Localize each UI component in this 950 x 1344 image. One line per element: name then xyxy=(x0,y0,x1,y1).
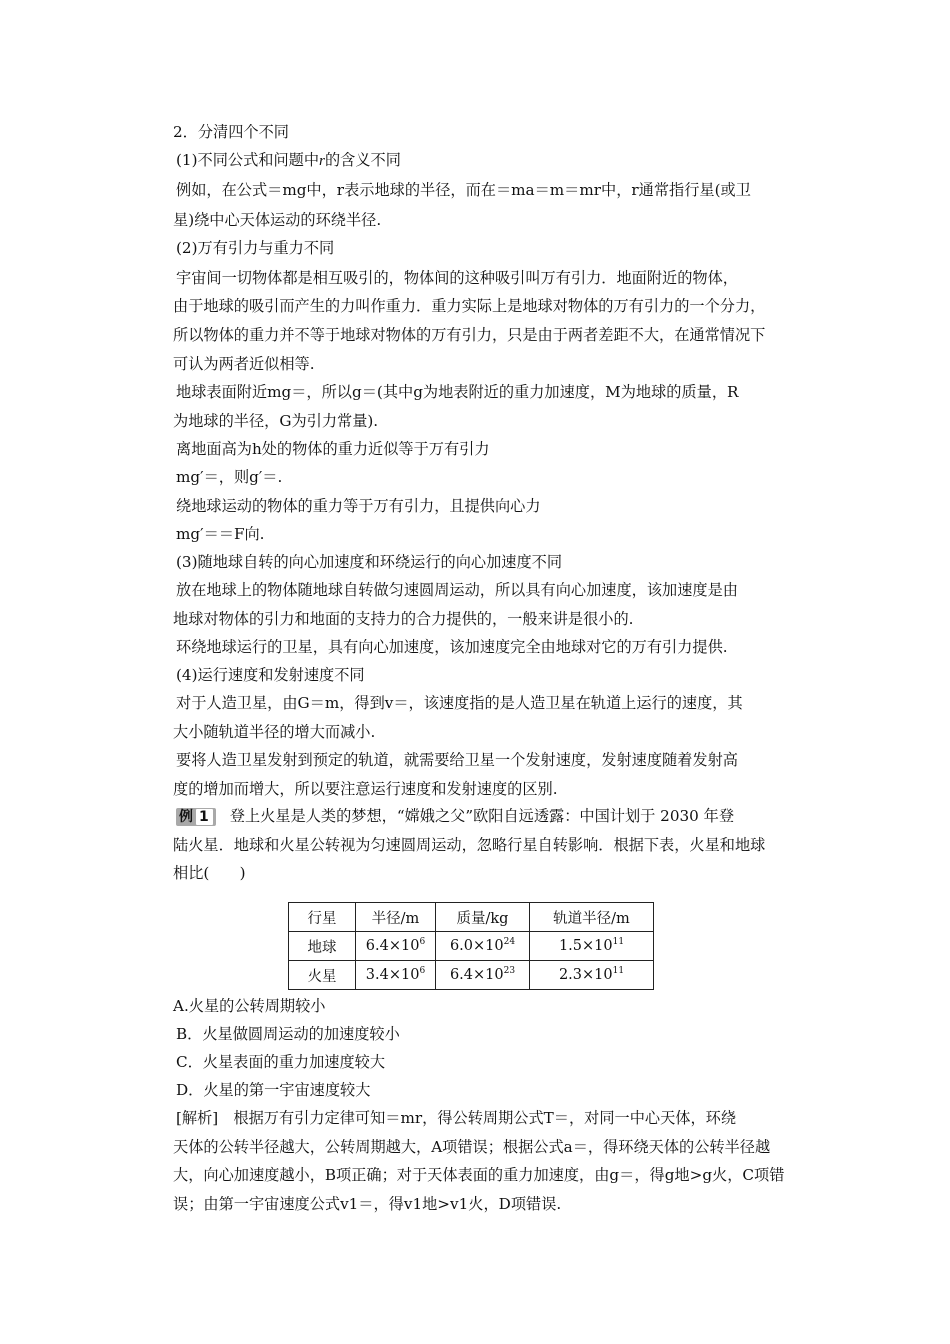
formula-line: mg′＝＝F向. xyxy=(176,525,265,543)
table-cell: $1.5\times 10^{11}$ xyxy=(530,932,654,961)
paragraph-line: 为地球的半径，G为引力常量). xyxy=(173,412,379,430)
subsection-1-title: (1)不同公式和问题中r的含义不同 xyxy=(176,151,401,169)
example-tag: 例 1 xyxy=(176,808,216,826)
table-row xyxy=(289,961,654,990)
subsection-2-title: (2)万有引力与重力不同 xyxy=(176,239,335,257)
option-c: C．火星表面的重力加速度较大 xyxy=(176,1053,386,1071)
option-d: D．火星的第一宇宙速度较大 xyxy=(176,1081,371,1099)
analysis-line: 大，向心加速度越小，B项正确；对于天体表面的重力加速度，由g＝，得g地>g火，C项错 xyxy=(173,1166,785,1184)
option-b: B．火星做圆周运动的加速度较小 xyxy=(176,1025,400,1043)
table-header-cell: 行星 xyxy=(289,903,356,932)
example-line: 陆火星．地球和火星公转视为匀速圆周运动，忽略行星自转影响．根据下表，火星和地球 xyxy=(173,836,766,854)
paragraph-line: 度的增加而增大，所以要注意运行速度和发射速度的区别. xyxy=(173,780,558,798)
table-header-cell: 质量/kg xyxy=(436,903,530,932)
paragraph-line: 要将人造卫星发射到预定的轨道，就需要给卫星一个发射速度，发射速度随着发射高 xyxy=(176,751,738,769)
paragraph-line: 可认为两者近似相等. xyxy=(173,355,315,373)
table-row xyxy=(289,932,654,961)
table-header-cell: 轨道半径/m xyxy=(530,903,654,932)
option-a: A.火星的公转周期较小 xyxy=(173,997,326,1015)
table-cell: $6.4\times 10^6$ xyxy=(356,932,436,961)
table-cell: $3.4\times 10^6$ xyxy=(356,961,436,990)
example-line: 例 1 登上火星是人类的梦想，“嫦娥之父”欧阳自远透露：中国计划于 2030 年登 xyxy=(176,806,734,826)
table-header-row xyxy=(289,903,654,932)
table-cell: $2.3\times 10^{11}$ xyxy=(530,961,654,990)
analysis-line: 天体的公转半径越大，公转周期越大，A项错误；根据公式a＝，得环绕天体的公转半径越 xyxy=(173,1138,771,1156)
paragraph-line: 所以物体的重力并不等于地球对物体的万有引力，只是由于两者差距不大，在通常情况下 xyxy=(173,326,766,344)
paragraph-line: 离地面高为h处的物体的重力近似等于万有引力 xyxy=(176,440,490,458)
planet-data-table xyxy=(288,902,654,990)
table-cell: 火星 xyxy=(289,961,356,990)
table-header-cell: 半径/m xyxy=(356,903,436,932)
table-cell: $6.4\times 10^{23}$ xyxy=(436,961,530,990)
formula-line: mg′＝，则g′＝. xyxy=(176,468,283,486)
example-line: 相比( ) xyxy=(173,864,246,882)
paragraph-line: 对于人造卫星，由G＝m，得到v＝，该速度指的是人造卫星在轨道上运行的速度，其 xyxy=(176,694,743,712)
subsection-4-title: (4)运行速度和发射速度不同 xyxy=(176,666,365,684)
table-cell: $6.0\times 10^{24}$ xyxy=(436,932,530,961)
paragraph-line: 地球对物体的引力和地面的支持力的合力提供的，一般来讲是很小的. xyxy=(173,610,634,628)
paragraph-line: 例如，在公式＝mg中，r表示地球的半径，而在＝ma＝m＝mr中，r通常指行星(或卫 xyxy=(176,181,751,199)
paragraph-line: 由于地球的吸引而产生的力叫作重力．重力实际上是地球对物体的万有引力的一个分力， xyxy=(173,297,766,315)
paragraph-line: 大小随轨道半径的增大而减小. xyxy=(173,723,376,741)
section-heading: 2．分清四个不同 xyxy=(173,123,289,141)
paragraph-line: 绕地球运动的物体的重力等于万有引力，且提供向心力 xyxy=(176,497,541,515)
paragraph-line: 宇宙间一切物体都是相互吸引的，物体间的这种吸引叫万有引力．地面附近的物体， xyxy=(176,269,738,287)
paragraph-line: 星)绕中心天体运动的环绕半径. xyxy=(173,211,382,229)
analysis-line: 误；由第一宇宙速度公式v1＝，得v1地>v1火，D项错误. xyxy=(173,1195,562,1213)
paragraph-line: 环绕地球运行的卫星，具有向心加速度，该加速度完全由地球对它的万有引力提供. xyxy=(176,638,728,656)
table-cell: 地球 xyxy=(289,932,356,961)
analysis-line: [解析] 根据万有引力定律可知＝mr，得公转周期公式T＝，对同一中心天体，环绕 xyxy=(176,1109,737,1127)
paragraph-line: 放在地球上的物体随地球自转做匀速圆周运动，所以具有向心加速度，该加速度是由 xyxy=(176,581,738,599)
subsection-3-title: (3)随地球自转的向心加速度和环绕运行的向心加速度不同 xyxy=(176,553,563,571)
paragraph-line: 地球表面附近mg＝，所以g＝(其中g为地表附近的重力加速度，M为地球的质量，R xyxy=(176,383,739,401)
